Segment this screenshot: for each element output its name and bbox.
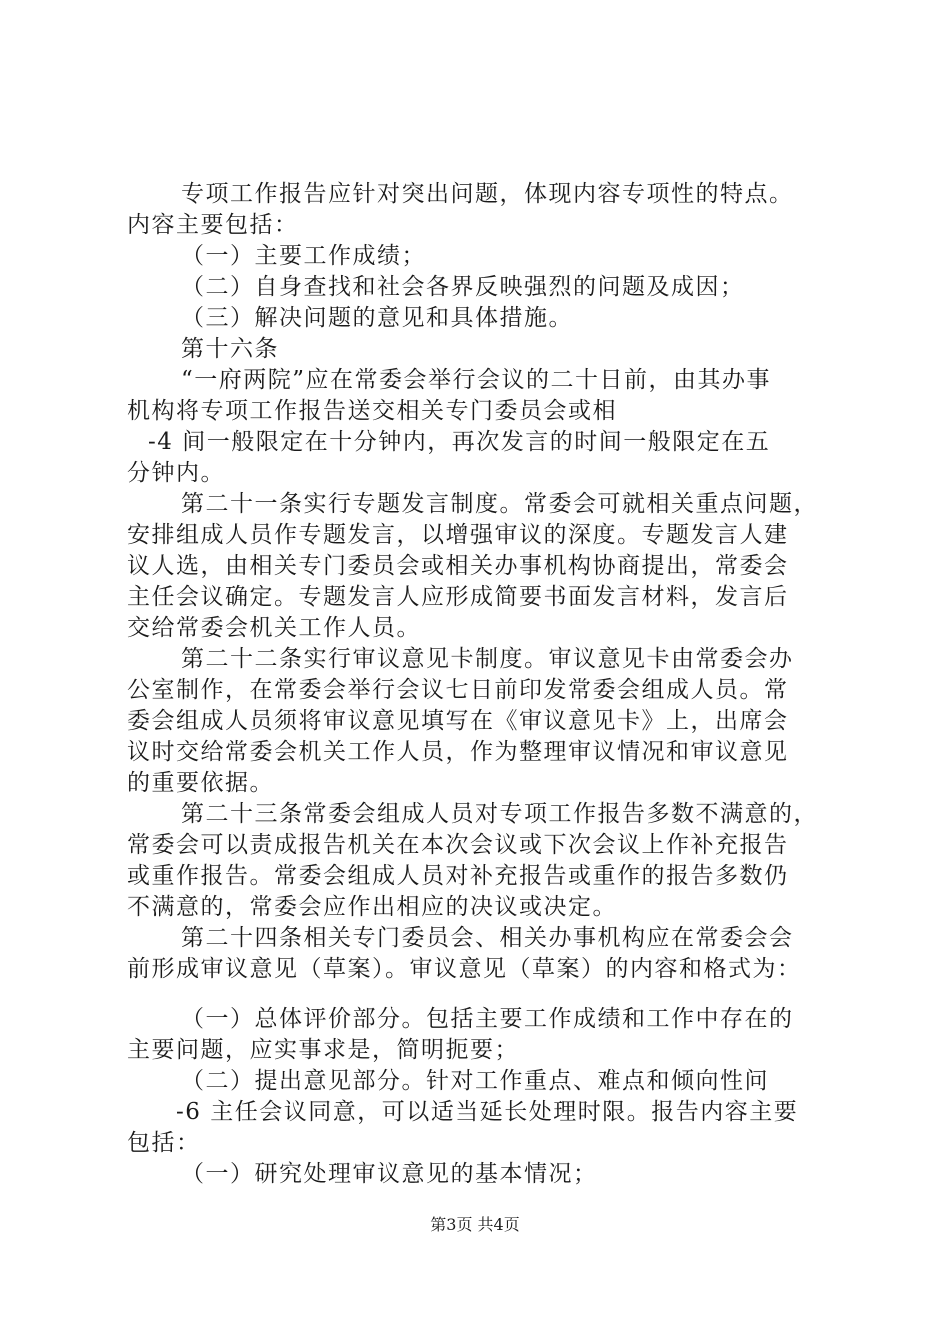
- text-line: 机构将专项工作报告送交相关专门委员会或相: [127, 398, 617, 424]
- text-line: （二）自身查找和社会各界反映强烈的问题及成因；: [181, 274, 745, 300]
- text-line: 第二十二条实行审议意见卡制度。审议意见卡由常委会办: [181, 646, 794, 672]
- text-line: 安排组成人员作专题发言，以增强审议的深度。专题发言人建: [127, 522, 789, 548]
- text-line: 第二十四条相关专门委员会、相关办事机构应在常委会会: [181, 925, 794, 951]
- text-line: （二）提出意见部分。针对工作重点、难点和倾向性问: [181, 1068, 769, 1094]
- text-line: 议人选，由相关专门委员会或相关办事机构协商提出，常委会: [127, 553, 789, 579]
- text-line: （一）主要工作成绩；: [181, 243, 426, 269]
- text-line: -4 间一般限定在十分钟内，再次发言的时间一般限定在五: [148, 429, 771, 455]
- text-line: -6 主任会议同意，可以适当延长处理时限。报告内容主要: [176, 1099, 799, 1125]
- text-line: （三）解决问题的意见和具体措施。: [181, 305, 573, 331]
- text-line: 公室制作，在常委会举行会议七日前印发常委会组成人员。常: [127, 677, 789, 703]
- text-line: 第二十三条常委会组成人员对专项工作报告多数不满意的，: [181, 801, 818, 827]
- text-line: 不满意的，常委会应作出相应的决议或决定。: [127, 894, 617, 920]
- text-line: 前形成审议意见（草案）。审议意见（草案）的内容和格式为：: [127, 956, 802, 982]
- text-line: 第二十一条实行专题发言制度。常委会可就相关重点问题，: [181, 491, 818, 517]
- text-line: 或重作报告。常委会组成人员对补充报告或重作的报告多数仍: [127, 863, 789, 889]
- text-line: 第十六条: [181, 336, 279, 362]
- text-line: 常委会可以责成报告机关在本次会议或下次会议上作补充报告: [127, 832, 789, 858]
- text-line: 内容主要包括：: [127, 212, 299, 238]
- text-line: 议时交给常委会机关工作人员，作为整理审议情况和审议意见: [127, 739, 789, 765]
- text-line: （一）总体评价部分。包括主要工作成绩和工作中存在的: [181, 1006, 794, 1032]
- text-line: （一）研究处理审议意见的基本情况；: [181, 1161, 598, 1187]
- text-line: 专项工作报告应针对突出问题，体现内容专项性的特点。: [181, 181, 794, 207]
- text-line: 主任会议确定。专题发言人应形成简要书面发言材料，发言后: [127, 584, 789, 610]
- text-line: 包括：: [127, 1130, 201, 1156]
- text-line: 交给常委会机关工作人员。: [127, 615, 421, 641]
- text-line: 主要问题，应实事求是，简明扼要；: [127, 1037, 519, 1063]
- text-line: 分钟内。: [127, 460, 225, 486]
- text-line: “一府两院”应在常委会举行会议的二十日前，由其办事: [181, 367, 772, 393]
- text-line: 委会组成人员须将审议意见填写在《审议意见卡》上，出席会: [127, 708, 789, 734]
- page-number-footer: 第3页 共4页: [430, 1215, 520, 1234]
- text-line: 的重要依据。: [127, 770, 274, 796]
